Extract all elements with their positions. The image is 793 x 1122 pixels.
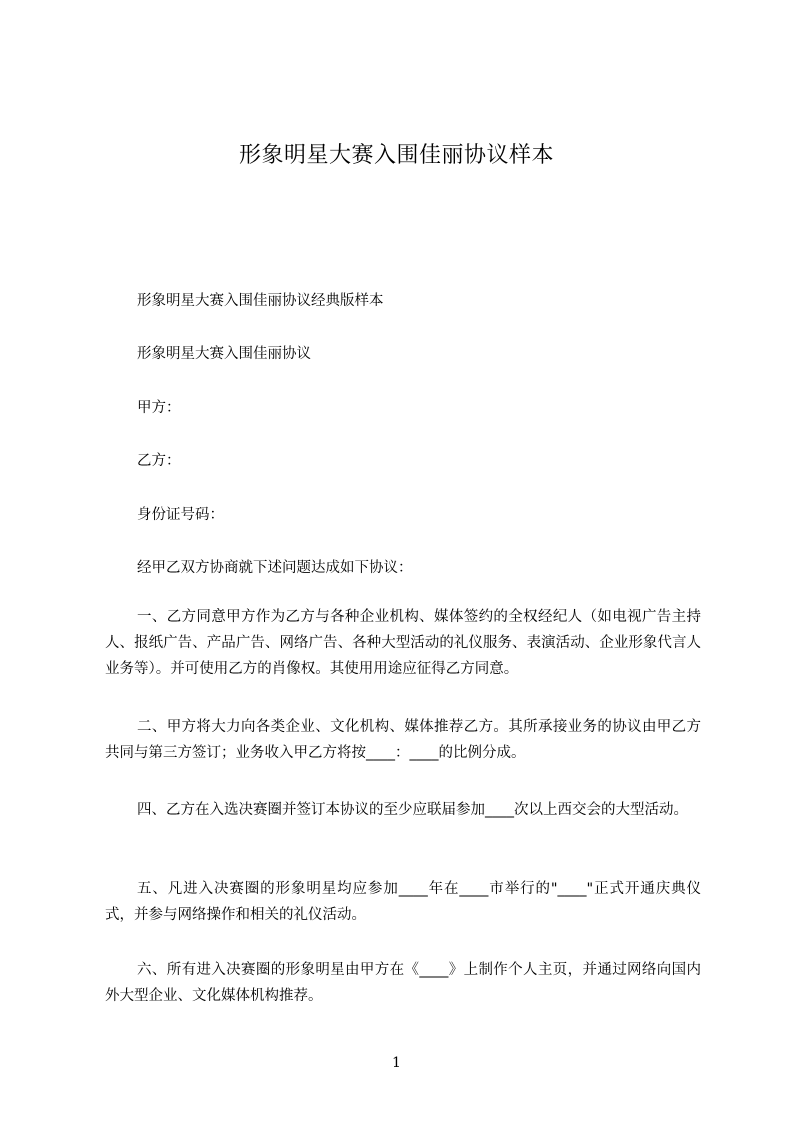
clause-paragraph: 四、乙方在入选决赛圈并签订本协议的至少应联届参加____次以上西交会的大型活动。	[137, 802, 688, 818]
id-number-label: 身份证号码：	[137, 507, 224, 523]
clause-paragraph: 一、乙方同意甲方作为乙方与各种企业机构、媒体签约的全权经纪人（如电视广告主持人、报纸广告、产品广告、网络广告、各种大型活动的礼仪服务、表演活动、企业形象代言人业务等）。并可使用乙方的肖像权。其使用用途应征得乙方同意。	[105, 609, 701, 677]
clause-paragraph: 六、所有进入决赛圈的形象明星由甲方在《____》上制作个人主页，并通过网络向国内外大型企业、文化媒体机构推荐。	[105, 962, 701, 1004]
page-number: 1	[392, 1055, 401, 1071]
clause-paragraph: 五、凡进入决赛圈的形象明星均应参加____年在____市举行的"____"正式开通庆典仪式，并参与网络操作和相关的礼仪活动。	[105, 881, 701, 923]
party-b-label: 乙方：	[137, 453, 181, 469]
subtitle-agreement: 形象明星大赛入围佳丽协议	[137, 346, 311, 362]
party-a-label: 甲方：	[137, 400, 181, 416]
agreement-intro: 经甲乙双方协商就下述问题达成如下协议：	[137, 560, 413, 576]
document-title: 形象明星大赛入围佳丽协议样本	[238, 143, 554, 168]
subtitle-classic-version: 形象明星大赛入围佳丽协议经典版样本	[137, 293, 384, 309]
clause-paragraph: 二、甲方将大力向各类企业、文化机构、媒体推荐乙方。其所承接业务的协议由甲乙方共同与第三方签订；业务收入甲乙方将按____：____的比例分成。	[105, 719, 701, 761]
